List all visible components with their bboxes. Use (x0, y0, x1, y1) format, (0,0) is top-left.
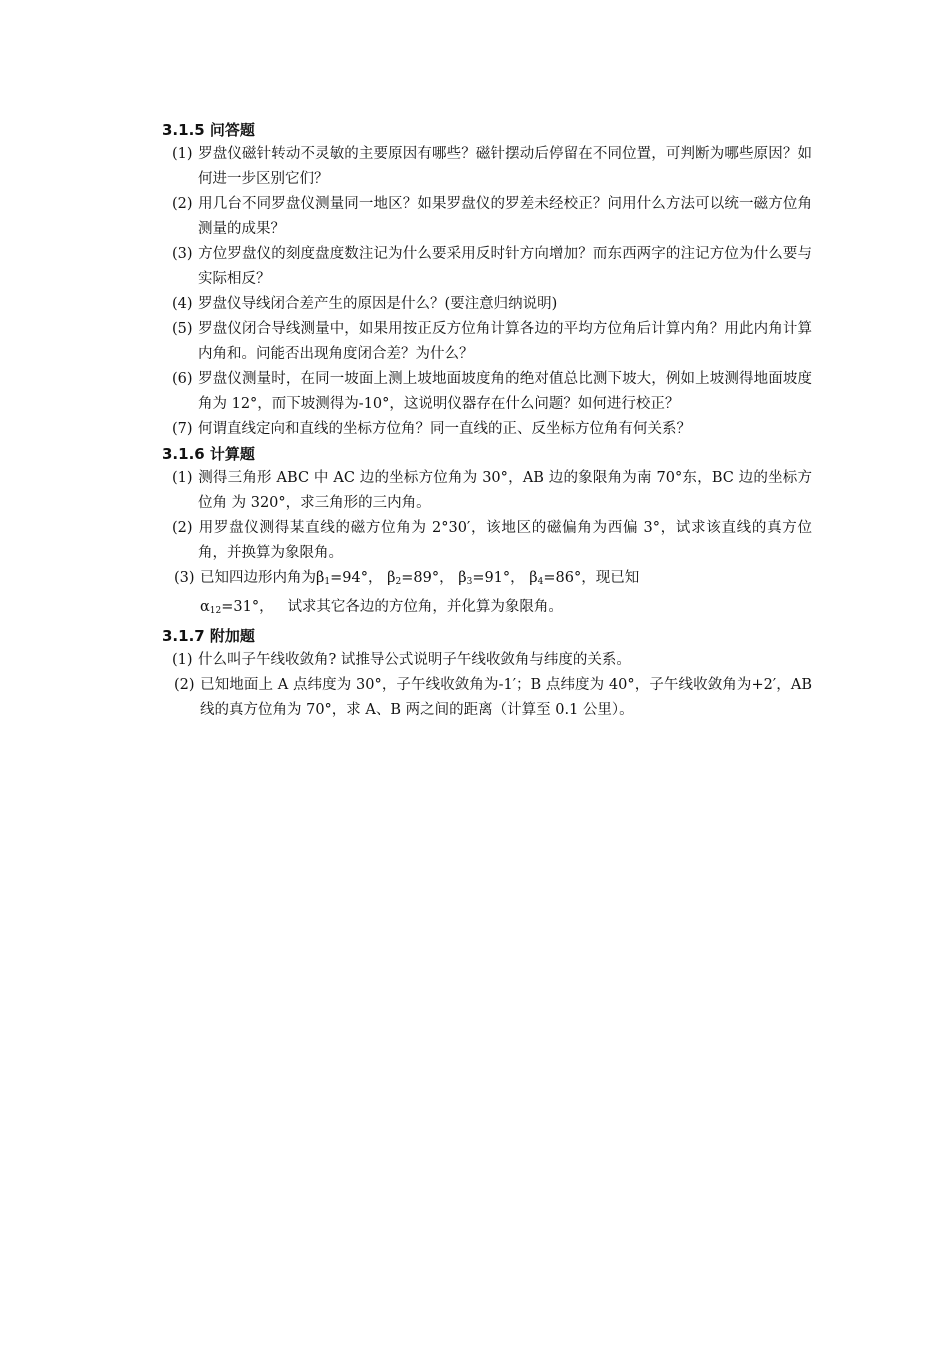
extra-item-2: (2) 已知地面上 A 点纬度为 30°，子午线收敛角为-1′；B 点纬度为 40°，子午线收敛角为+2′，AB 线的真方位角为 70°，求 A、B 两之间的距离（计算至 0.1 公里）。 (174, 677, 812, 718)
calc-item-1: (1) 测得三角形 ABC 中 AC 边的坐标方位角为 30°，AB 边的象限角为南 70°东，BC 边的坐标方位角 为 320°，求三角形的三内角。 (172, 470, 812, 511)
calc-item-3: (3) 已知四边形内角为$\beta_1=94^\circ$， $\beta_2=89^\circ$， $\beta_3=91^\circ$， $\beta_4=86^\circ$，现已知 $\alpha_{12}=31^\circ$， 试求其它各边的方位角，并化算为象限角。 (174, 570, 640, 616)
question-item-4: (4) 罗盘仪导线闭合差产生的原因是什么？(要注意归纳说明) (172, 296, 558, 312)
question-item-3: (3) 方位罗盘仪的刻度盘度数注记为什么要采用反时针方向增加？而东西两字的注记方位为什么要与实际相反？ (172, 246, 812, 287)
calc-item-2: (2) 用罗盘仪测得某直线的磁方位角为 2°30′，该地区的磁偏角为西偏 3°，试求该直线的真方位角，并换算为象限角。 (172, 520, 812, 561)
question-item-5: (5) 罗盘仪闭合导线测量中，如果用按正反方位角计算各边的平均方位角后计算内角？用此内角计算内角和。问能否出现角度闭合差？为什么？ (172, 321, 812, 362)
document-content (162, 118, 812, 723)
section-heading-qa: 3.1.5 问答题 (162, 121, 255, 139)
question-item-7: (7) 何谓直线定向和直线的坐标方位角？同一直线的正、反坐标方位角有何关系？ (172, 421, 691, 437)
section-heading-extra: 3.1.7 附加题 (162, 627, 255, 645)
section-heading-calc: 3.1.6 计算题 (162, 445, 255, 463)
question-item-2: (2) 用几台不同罗盘仪测量同一地区？如果罗盘仪的罗差未经校正？问用什么方法可以统一磁方位角测量的成果？ (172, 196, 812, 237)
extra-item-1: (1) 什么叫子午线收敛角? 试推导公式说明子午线收敛角与纬度的关系。 (172, 652, 631, 668)
question-item-6: (6) 罗盘仪测量时，在同一坡面上测上坡地面坡度角的绝对值总比测下坡大，例如上坡测得地面坡度角为 12°，而下坡测得为-10°，这说明仪器存在什么问题？如何进行校正？ (172, 371, 812, 412)
question-item-1: (1) 罗盘仪磁针转动不灵敏的主要原因有哪些？磁针摆动后停留在不同位置，可判断为哪些原因？如何进一步区别它们？ (172, 146, 812, 187)
